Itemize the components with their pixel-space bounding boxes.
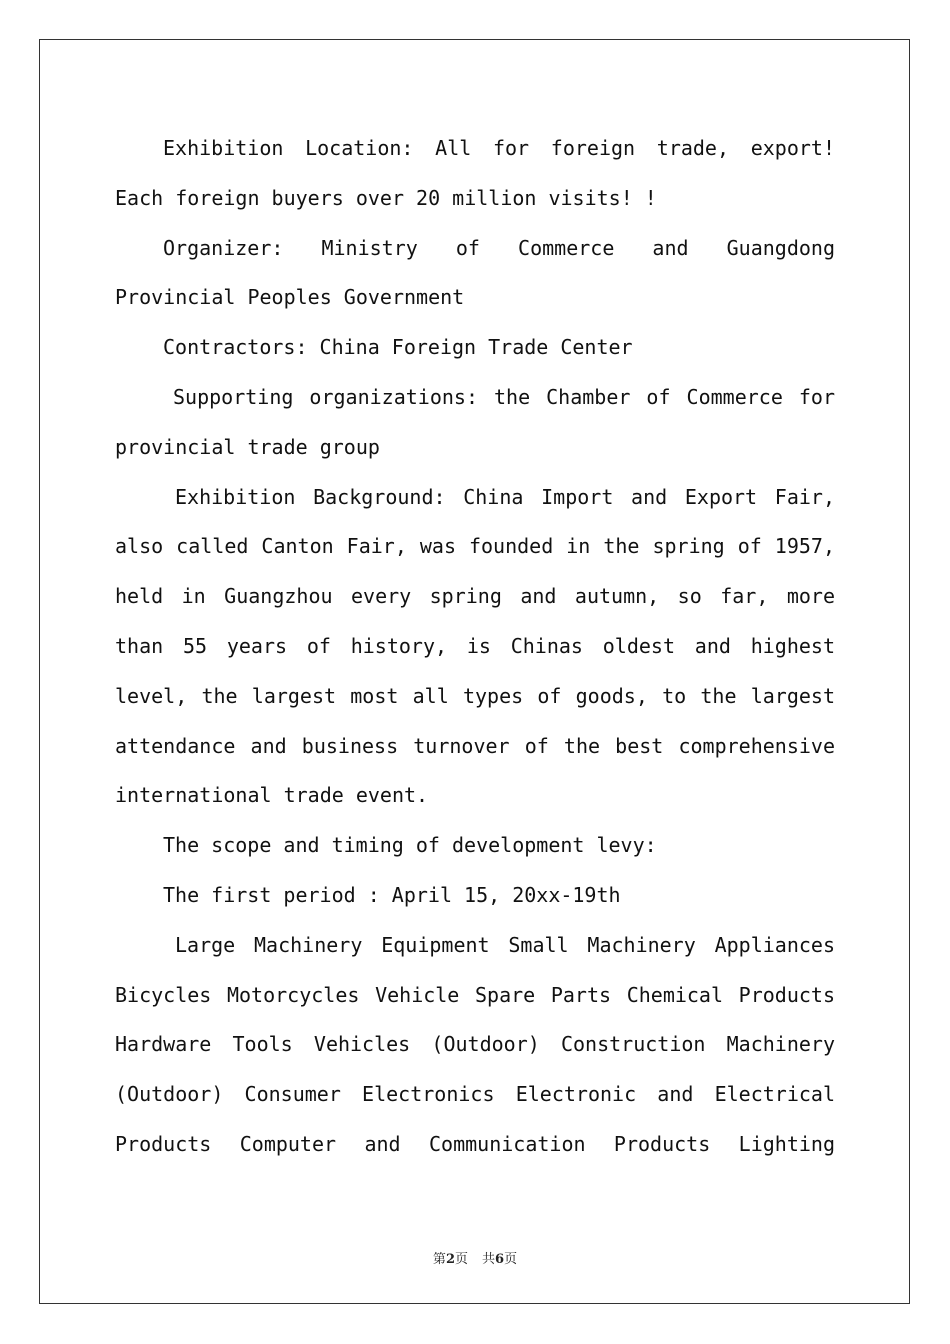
paragraph-exhibition-location: Exhibition Location: All for foreign trade, export! Each foreign buyers over 20 million visits! ! <box>115 136 835 210</box>
paragraph-exhibition-background: Exhibition Background: China Import and Export Fair, also called Canton Fair, was founded in the spring of 1957, held in Guangzhou every spring and autumn, so far, more than 55 years of history, is Chinas oldest and highest level, the largest most all types of goods, to the largest attendance and business turnover of the best comprehensive international trade event. <box>115 484 835 808</box>
footer-total-suffix: 页 <box>504 1252 518 1267</box>
footer-total-prefix: 共 <box>482 1252 496 1267</box>
paragraph-supporting-organizations: Supporting organizations: the Chamber of Commerce for provincial trade group <box>115 384 835 459</box>
document-body <box>115 124 835 1170</box>
paragraph-product-list: Large Machinery Equipment Small Machinery Appliances Bicycles Motorcycles Vehicle Spare Parts Chemical Products Hardware Tools Vehicles (Outdoor) Construction Machinery (Outdoor) Consumer Electronics Electronic and Electrical Products Computer and Communication Products Lighting <box>115 932 835 1156</box>
paragraph-scope-timing: The scope and timing of development levy: <box>163 833 657 858</box>
footer-prefix: 第 <box>432 1252 446 1267</box>
page-footer <box>0 1248 950 1267</box>
footer-page-number: 2 <box>445 1252 455 1267</box>
paragraph-organizer: Organizer: Ministry of Commerce and Guangdong Provincial Peoples Government <box>115 235 835 310</box>
paragraph-first-period: The first period : April 15, 20xx-19th <box>163 882 621 907</box>
footer-page-suffix: 页 <box>454 1252 468 1267</box>
footer-total-pages: 6 <box>495 1252 505 1267</box>
paragraph-contractors: Contractors: China Foreign Trade Center <box>163 335 633 360</box>
